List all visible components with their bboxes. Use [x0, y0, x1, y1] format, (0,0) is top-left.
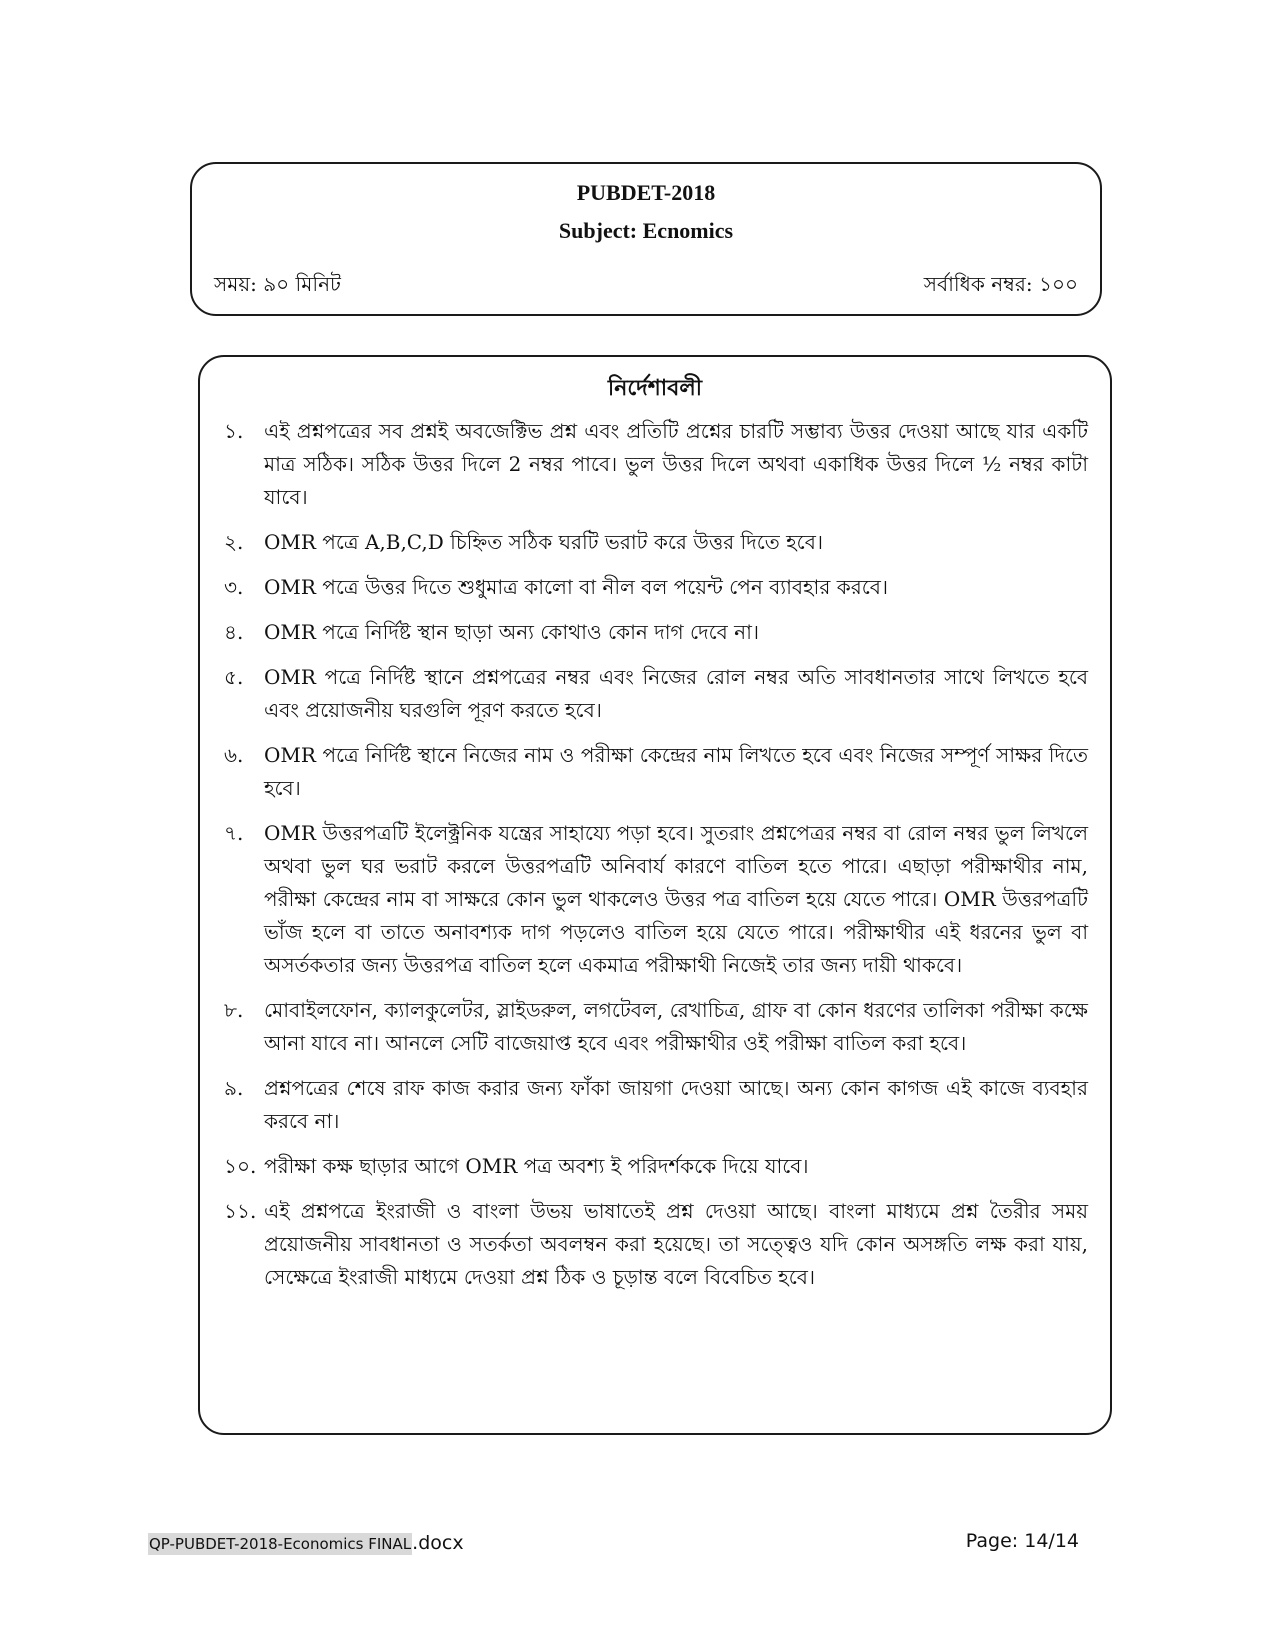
footer-filename-ext: .docx: [412, 1532, 464, 1554]
instruction-text: OMR পত্রে উত্তর দিতে শুধুমাত্র কালো বা নীল বল পয়েন্ট পেন ব্যাবহার করবে।: [264, 575, 889, 599]
exam-header-box: [190, 162, 1102, 316]
instruction-number: ৭.: [224, 821, 244, 845]
footer-page-number: Page: 14/14: [965, 1530, 1079, 1552]
instruction-number: ১১.: [224, 1199, 257, 1223]
instruction-number: ৩.: [224, 575, 244, 599]
instruction-number: ১.: [224, 419, 244, 443]
instruction-item: [224, 616, 1088, 649]
instruction-text: মোবাইলফোন, ক্যালকুলেটর, স্লাইডরুল, লগটেবল, রেখাচিত্র, গ্রাফ বা কোন ধরণের তালিকা পরীক্ষা কক্ষে আনা যাবে না। আনলে সেটি বাজেয়াপ্ত হবে এবং পরীক্ষাথীর ওই পরীক্ষা বাতিল করা হবে।: [264, 998, 1088, 1055]
instruction-number: ৬.: [224, 743, 244, 767]
instruction-text: প্রশ্নপত্রের শেষে রাফ কাজ করার জন্য ফাঁকা জায়গা দেওয়া আছে। অন্য কোন কাগজ এই কাজে ব্যবহার করবে না।: [264, 1076, 1088, 1133]
instruction-item: [224, 526, 1088, 559]
instruction-text: OMR পত্রে A,B,C,D চিহ্নিত সঠিক ঘরটি ভরাট করে উত্তর দিতে হবে।: [264, 530, 823, 554]
instructions-list: [224, 415, 1088, 1306]
instruction-text: OMR পত্রে নির্দিষ্ট স্থানে প্রশ্নপত্রের নম্বর এবং নিজের রোল নম্বর অতি সাবধানতার সাথে লিখতে হবে এবং প্রয়োজনীয় ঘরগুলি পূরণ করতে হবে।: [264, 665, 1088, 722]
instruction-text: OMR পত্রে নির্দিষ্ট স্থানে নিজের নাম ও পরীক্ষা কেন্দ্রের নাম লিখতে হবে এবং নিজের সম্পূর্ণ সাক্ষর দিতে হবে।: [264, 743, 1088, 800]
footer-filename: [148, 1532, 464, 1554]
instruction-number: ১০.: [224, 1154, 257, 1178]
instruction-text: পরীক্ষা কক্ষ ছাড়ার আগে OMR পত্র অবশ্য ই পরিদর্শককে দিয়ে যাবে।: [264, 1154, 809, 1178]
instruction-number: ৫.: [224, 665, 244, 689]
instruction-item: [224, 739, 1088, 805]
instruction-item: [224, 817, 1088, 982]
exam-title: PUBDET-2018: [576, 180, 716, 205]
instructions-box: [198, 355, 1112, 1435]
instruction-text: এই প্রশ্নপত্রে ইংরাজী ও বাংলা উভয় ভাষাতেই প্রশ্ন দেওয়া আছে। বাংলা মাধ্যমে প্রশ্ন তৈরীর সময় প্রয়োজনীয় সাবধানতা ও সতর্কতা অবলম্বন করা হয়েছে। তা সত্ত্বেও যদি কোন অসঙ্গতি লক্ষ করা যায়, সেক্ষেত্রে ইংরাজী মাধ্যমে দেওয়া প্রশ্ন ঠিক ও চূড়ান্ত বলে বিবেচিত হবে।: [264, 1199, 1088, 1289]
instruction-item: [224, 994, 1088, 1060]
instruction-item: [224, 1195, 1088, 1294]
instruction-item: [224, 1150, 1088, 1183]
instruction-number: ৪.: [224, 620, 244, 644]
exam-duration: সময়: ৯০ মিনিট: [214, 272, 341, 296]
instruction-item: [224, 415, 1088, 514]
instruction-text: OMR পত্রে নির্দিষ্ট স্থান ছাড়া অন্য কোথাও কোন দাগ দেবে না।: [264, 620, 760, 644]
footer-filename-base: QP-PUBDET-2018-Economics FINAL: [149, 1535, 412, 1553]
full-marks: সর্বাধিক নম্বর: ১০০: [923, 272, 1078, 296]
instructions-title: নির্দেশাবলী: [607, 375, 703, 401]
instruction-item: [224, 571, 1088, 604]
instruction-number: ৯.: [224, 1076, 244, 1100]
instruction-number: ২.: [224, 530, 244, 554]
instruction-text: OMR উত্তরপত্রটি ইলেক্ট্রনিক যন্ত্রের সাহায্যে পড়া হবে। সুতরাং প্রশ্নপেত্রর নম্বর বা রোল নম্বর ভুল লিখলে অথবা ভুল ঘর ভরাট করলে উত্তরপত্রটি অনিবার্য কারণে বাতিল হতে পারে। এছাড়া পরীক্ষাথীর নাম, পরীক্ষা কেন্দ্রের নাম বা সাক্ষরে কোন ভুল থাকলেও উত্তর পত্র বাতিল হয়ে যেতে পারে। OMR উত্তরপত্রটি ভাঁজ হলে বা তাতে অনাবশ্যক দাগ পড়লেও বাতিল হয়ে যেতে পারে। পরীক্ষাথীর এই ধরনের ভুল বা অসর্তকতার জন্য উত্তরপত্র বাতিল হলে একমাত্র পরীক্ষাথী নিজেই তার জন্য দায়ী থাকবে।: [264, 821, 1088, 977]
subject-line: Subject: Ecnomics: [558, 218, 734, 243]
instruction-item: [224, 1072, 1088, 1138]
instruction-number: ৮.: [224, 998, 244, 1022]
instruction-item: [224, 661, 1088, 727]
instruction-text: এই প্রশ্নপত্রের সব প্রশ্নই অবজেক্টিভ প্রশ্ন এবং প্রতিটি প্রশ্নের চারটি সম্ভাব্য উত্তর দেওয়া আছে যার একটি মাত্র সঠিক। সঠিক উত্তর দিলে 2 নম্বর পাবে। ভুল উত্তর দিলে অথবা একাধিক উত্তর দিলে ½ নম্বর কাটা যাবে।: [264, 419, 1088, 509]
